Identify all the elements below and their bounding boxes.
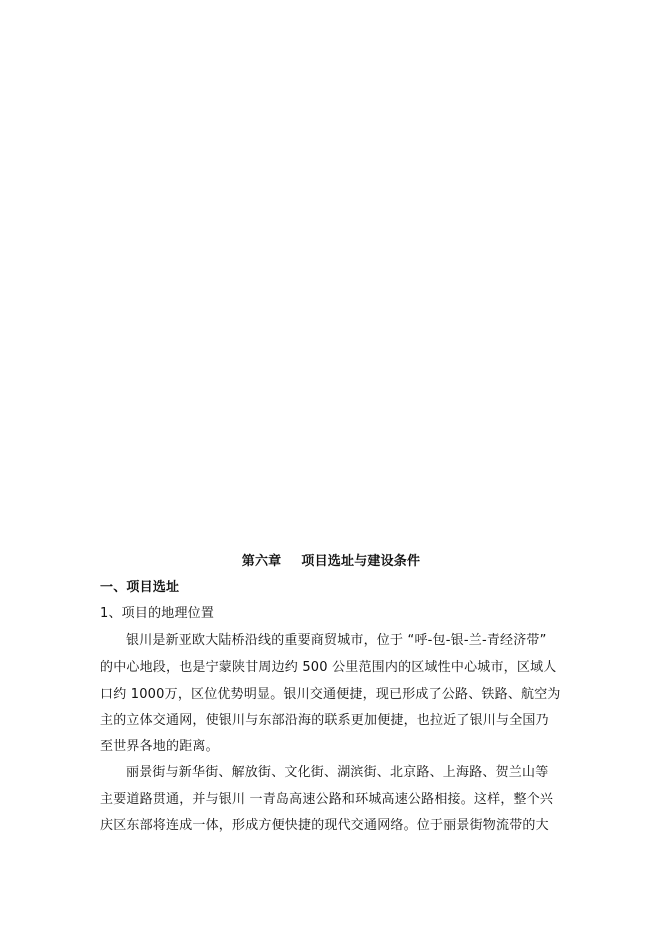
paragraph-1-line-3: 口约 1000万，区位优势明显。银川交通便捷，现已形成了公路、铁路、航空为	[100, 687, 561, 702]
chapter-number: 第六章	[241, 554, 282, 569]
paragraph-1-line-4: 主的立体交通网，使银川与东部沿海的联系更加便捷，也拉近了银川与全国乃	[100, 713, 549, 728]
section-heading: 一、项目选址	[100, 580, 180, 595]
paragraph-1-line-1: 银川是新亚欧大陆桥沿线的重要商贸城市，位于 “呼-包-银-兰-青经济带”	[126, 633, 547, 648]
paragraph-2-line-3: 庆区东部将连成一体，形成方便快捷的现代交通网络。位于丽景街物流带的大	[100, 818, 549, 833]
chapter-title: 项目选址与建设条件	[301, 554, 421, 569]
paragraph-1-line-5: 至世界各地的距离。	[100, 739, 219, 754]
paragraph-2-line-2: 主要道路贯通，并与银川 一青岛高速公路和环城高速公路相接。这样，整个兴	[100, 792, 554, 807]
paragraph-1-line-2: 的中心地段，也是宁蒙陕甘周边约 500 公里范围内的区域性中心城市，区域人	[100, 660, 557, 675]
chapter-heading	[0, 553, 662, 571]
paragraph-2-line-1: 丽景街与新华街、解放街、文化街、湖滨街、北京路、上海路、贺兰山等	[126, 765, 549, 780]
subsection-heading: 1、项目的地理位置	[100, 606, 215, 621]
